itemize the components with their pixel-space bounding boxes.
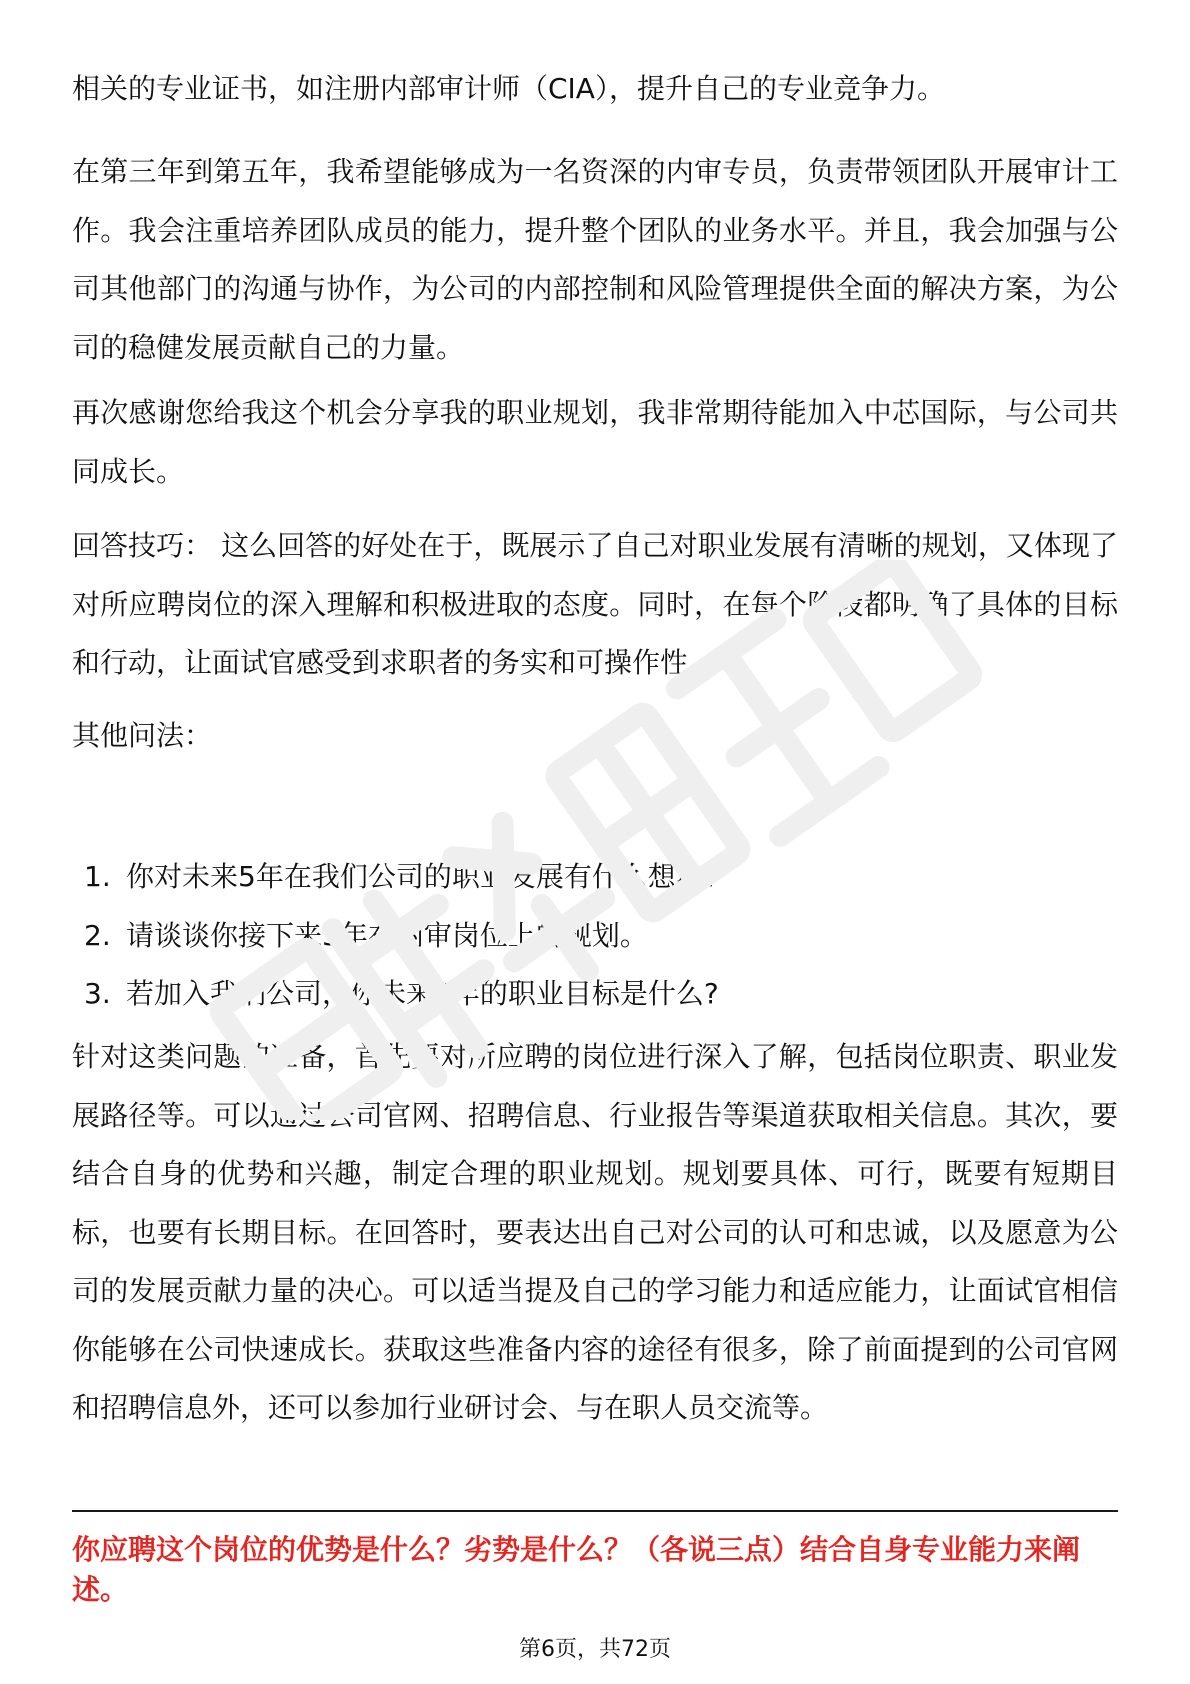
other-questions-list: [84, 848, 1114, 1024]
paragraph-thanks: 再次感谢您给我这个机会分享我的职业规划，我非常期待能加入中芯国际，与公司共同成长。: [72, 396, 1118, 488]
page-footer: 第6页，共72页: [519, 1637, 671, 1662]
list-item-number: 2.: [84, 918, 111, 952]
paragraph-years-three-to-five: 在第三年到第五年，我希望能够成为一名资深的内审专员，负责带领团队开展审计工作。我会注重培养团队成员的能力，提升整个团队的业务水平。并且，我会加强与公司其他部门的沟通与协作，为公司的内部控制和风险管理提供全面的解决方案，为公司的稳健发展贡献自己的力量。: [72, 155, 1118, 364]
next-question-heading: 你应聘这个岗位的优势是什么？劣势是什么？（各说三点）结合自身专业能力来阐述。: [72, 1533, 1081, 1606]
list-item-text: 你对未来5年在我们公司的职业发展有什么想法?: [126, 860, 719, 893]
list-item-number: 1.: [84, 860, 111, 893]
section-divider: [72, 1510, 1118, 1512]
list-item: [84, 907, 1114, 966]
document-page: [72, 0, 1118, 1684]
list-item: [84, 848, 1114, 907]
list-item-text: 请谈谈你接下来5年在内审岗位上的规划。: [126, 918, 648, 952]
paragraph-answer-tips: 回答技巧： 这么回答的好处在于，既展示了自己对职业发展有清晰的规划，又体现了对所应聘岗位的深入理解和积极进取的态度。同时，在每个阶段都明确了具体的目标和行动，让面试官感受到求职者的务实和可操作性。: [72, 529, 1118, 679]
list-item-number: 3.: [84, 977, 111, 1010]
paragraph-other-questions-heading: 其他问法：: [72, 719, 213, 752]
list-item: [84, 965, 1114, 1024]
paragraph-certificate: 相关的专业证书，如注册内部审计师（CIA），提升自己的专业竞争力。: [72, 72, 945, 105]
list-item-text: 若加入我们公司，你未来5年的职业目标是什么?: [126, 977, 719, 1010]
paragraph-preparation: 针对这类问题的准备，首先要对所应聘的岗位进行深入了解，包括岗位职责、职业发展路径等。可以通过公司官网、招聘信息、行业报告等渠道获取相关信息。其次，要结合自身的优势和兴趣，制定合理的职业规划。规划要具体、可行，既要有短期目标，也要有长期目标。在回答时，要表达出自己对公司的认可和忠诚，以及愿意为公司的发展贡献力量的决心。可以适当提及自己的学习能力和适应能力，让面试官相信你能够在公司快速成长。获取这些准备内容的途径有很多，除了前面提到的公司官网和招聘信息外，还可以参加行业研讨会、与在职人员交流等。: [72, 1040, 1118, 1424]
